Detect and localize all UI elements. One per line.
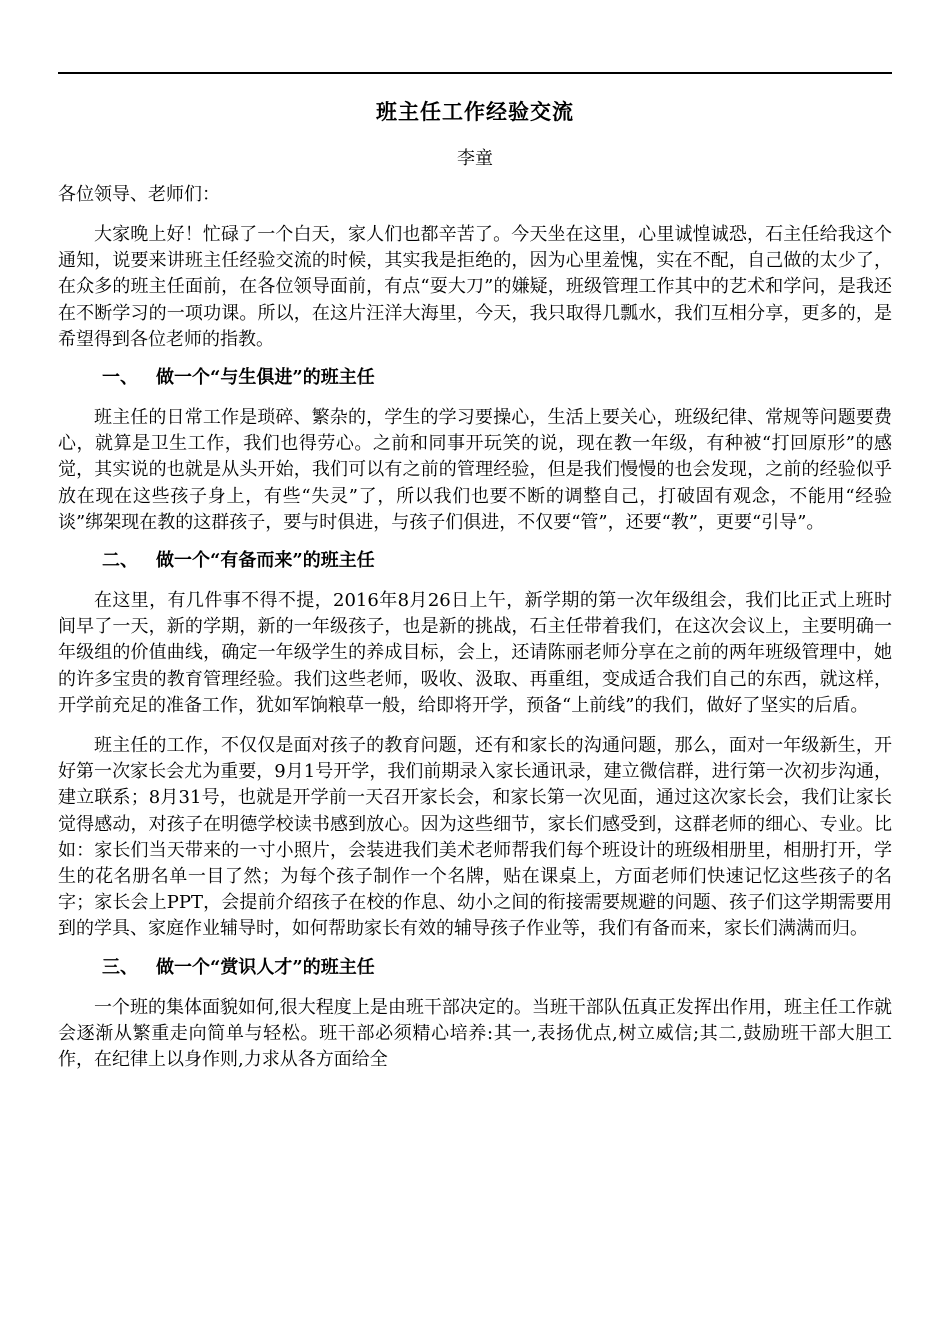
section-1-paragraph-1: 班主任的日常工作是琐碎、繁杂的，学生的学习要操心，生活上要关心，班级纪律、常规等问题要费心，就算是卫生工作，我们也得劳心。之前和同事开玩笑的说，现在教一年级，有种被“打回原形”的感觉，其实说的也就是从头开始，我们可以有之前的管理经验，但是我们慢慢的也会发现，之前的经验似乎放在现在这些孩子身上，有些“失灵”了，所以我们也要不断的调整自己，打破固有观念，不能用“经验谈”绑架现在教的这群孩子，要与时俱进，与孩子们俱进，不仅要“管”，还要“教”，更要“引导”。 — [58, 407, 892, 533]
document-page — [58, 98, 892, 1073]
author-name: 李童 — [457, 148, 493, 169]
intro-paragraph: 大家晚上好！忙碌了一个白天，家人们也都辛苦了。今天坐在这里，心里诚惶诚恐，石主任给我这个通知，说要来讲班主任经验交流的时候，其实我是拒绝的，因为心里羞愧，实在不配，自己做的太少了，在众多的班主任面前，在各位领导面前，有点“耍大刀”的嫌疑，班级管理工作其中的艺术和学问，是我还在不断学习的一项功课。所以，在这片汪洋大海里，今天，我只取得几瓢水，我们互相分享，更多的，是希望得到各位老师的指教。 — [58, 224, 892, 350]
section-heading-3 — [58, 955, 892, 981]
section-number: 三、 — [102, 956, 138, 978]
section-title: 做一个“有备而来”的班主任 — [156, 550, 375, 572]
header-rule — [58, 72, 892, 74]
section-title: 做一个“赏识人才”的班主任 — [156, 956, 375, 978]
section-number: 一、 — [102, 367, 138, 389]
section-heading-1 — [58, 365, 892, 391]
section-2-paragraph-2: 班主任的工作，不仅仅是面对孩子的教育问题，还有和家长的沟通问题，那么，面对一年级新生，开好第一次家长会尤为重要，9月1号开学，我们前期录入家长通讯录，建立微信群，进行第一次初步沟通，建立联系；8月31号，也就是开学前一天召开家长会，和家长第一次见面，通过这次家长会，我们让家长觉得感动，对孩子在明德学校读书感到放心。因为这些细节，家长们感受到，这群老师的细心、专业。比如：家长们当天带来的一寸小照片，会装进我们美术老师帮我们每个班设计的班级相册里，相册打开，学生的花名册名单一目了然；为每个孩子制作一个名牌，贴在课桌上，方面老师们快速记忆这些孩子的名字；家长会上PPT，会提前介绍孩子在校的作息、幼小之间的衔接需要规避的问题、孩子们这学期需要用到的学具、家庭作业辅导时，如何帮助家长有效的辅导孩子作业等，我们有备而来，家长们满满而归。 — [58, 735, 892, 940]
salutation: 各位领导、老师们： — [58, 184, 220, 205]
document-title: 班主任工作经验交流 — [376, 99, 574, 124]
section-2-paragraph-1: 在这里，有几件事不得不提，2016年8月26日上午，新学期的第一次年级组会，我们比正式上班时间早了一天，新的学期，新的一年级孩子，也是新的挑战，石主任带着我们，在这次会议上，主要明确一年级组的价值曲线，确定一年级学生的养成目标，会上，还请陈丽老师分享在之前的两年班级管理中，她的许多宝贵的教育管理经验。我们这些老师，吸收、汲取、再重组，变成适合我们自己的东西，就这样，开学前充足的准备工作，犹如军饷粮草一般，给即将开学，预备“上前线”的我们，做好了坚实的后盾。 — [58, 590, 892, 716]
section-heading-2 — [58, 548, 892, 574]
section-3-paragraph-1: 一个班的集体面貌如何,很大程度上是由班干部决定的。当班干部队伍真正发挥出作用，班主任工作就会逐渐从繁重走向简单与轻松。班干部必须精心培养:其一,表扬优点,树立威信;其二,鼓励班干部大胆工作，在纪律上以身作则,力求从各方面给全 — [58, 996, 892, 1071]
section-number: 二、 — [102, 550, 138, 572]
section-title: 做一个“与生俱进”的班主任 — [156, 367, 375, 389]
